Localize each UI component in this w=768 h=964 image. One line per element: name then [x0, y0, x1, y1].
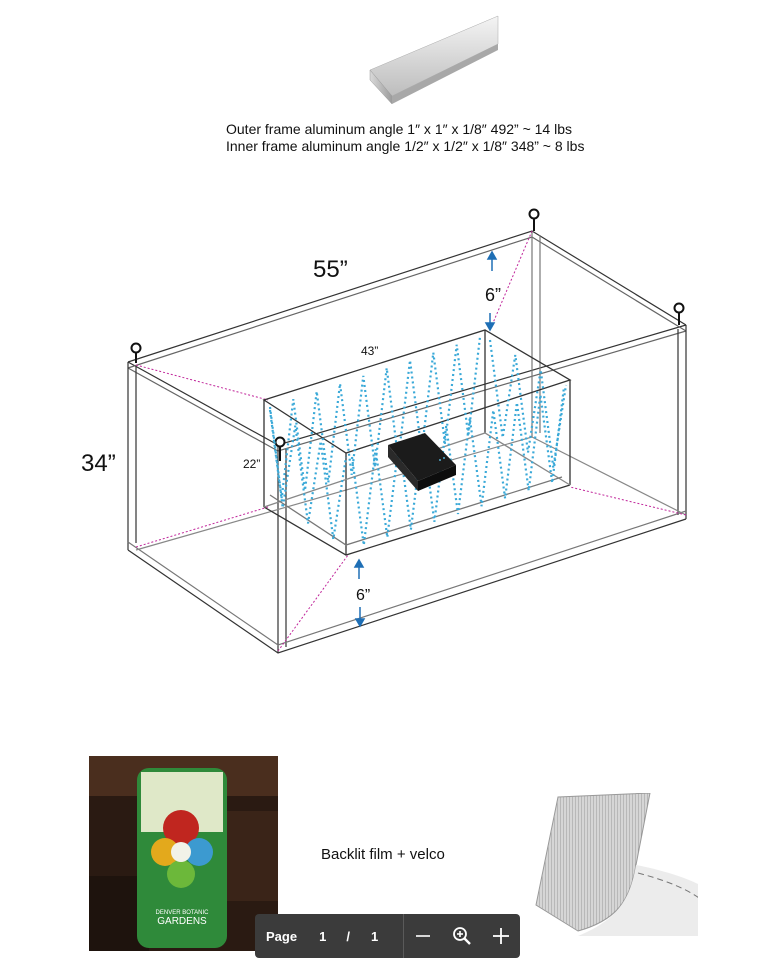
zoom-in-button[interactable] — [481, 914, 520, 958]
poster-brand-line2: GARDENS — [157, 916, 207, 927]
page-toolbar — [255, 914, 520, 958]
led-strip — [270, 410, 346, 539]
zoom-in-icon — [452, 926, 472, 946]
power-supply — [388, 433, 456, 491]
velcro-image — [518, 793, 710, 936]
dimension-top-gap: 6” — [485, 285, 502, 305]
page-current[interactable]: 1 — [319, 928, 327, 944]
inner-frame-spec: Inner frame aluminum angle 1/2″ x 1/2″ x 1/8″ 348” ~ 8 lbs — [226, 138, 585, 154]
outer-frame-top-front — [128, 325, 686, 445]
plus-icon — [492, 927, 510, 945]
dimension-width: 55” — [313, 256, 348, 283]
aluminum-angle-image — [366, 10, 500, 104]
minus-icon — [415, 928, 431, 944]
frame-diagram — [0, 195, 768, 665]
backlit-poster-image — [89, 756, 278, 951]
outer-frame-top-back — [128, 231, 686, 362]
outer-frame-spec: Outer frame aluminum angle 1″ x 1″ x 1/8″ 492” ~ 14 lbs — [226, 121, 572, 137]
page-label: Page — [266, 928, 298, 944]
page-total: 1 — [370, 928, 379, 944]
zoom-button[interactable] — [443, 914, 482, 958]
page-separator: / — [346, 928, 350, 944]
dimension-inner-height: 22” — [243, 457, 261, 471]
eye-bolts — [132, 210, 684, 462]
backlit-caption: Backlit film + velco — [321, 846, 445, 863]
zoom-out-button[interactable] — [404, 914, 443, 958]
poster-brand-line1: DENVER BOTANIC — [155, 910, 209, 916]
dimension-height: 34” — [81, 450, 116, 477]
dimension-inner-width: 43” — [361, 344, 379, 358]
dimension-bottom-gap: 6” — [356, 587, 371, 604]
